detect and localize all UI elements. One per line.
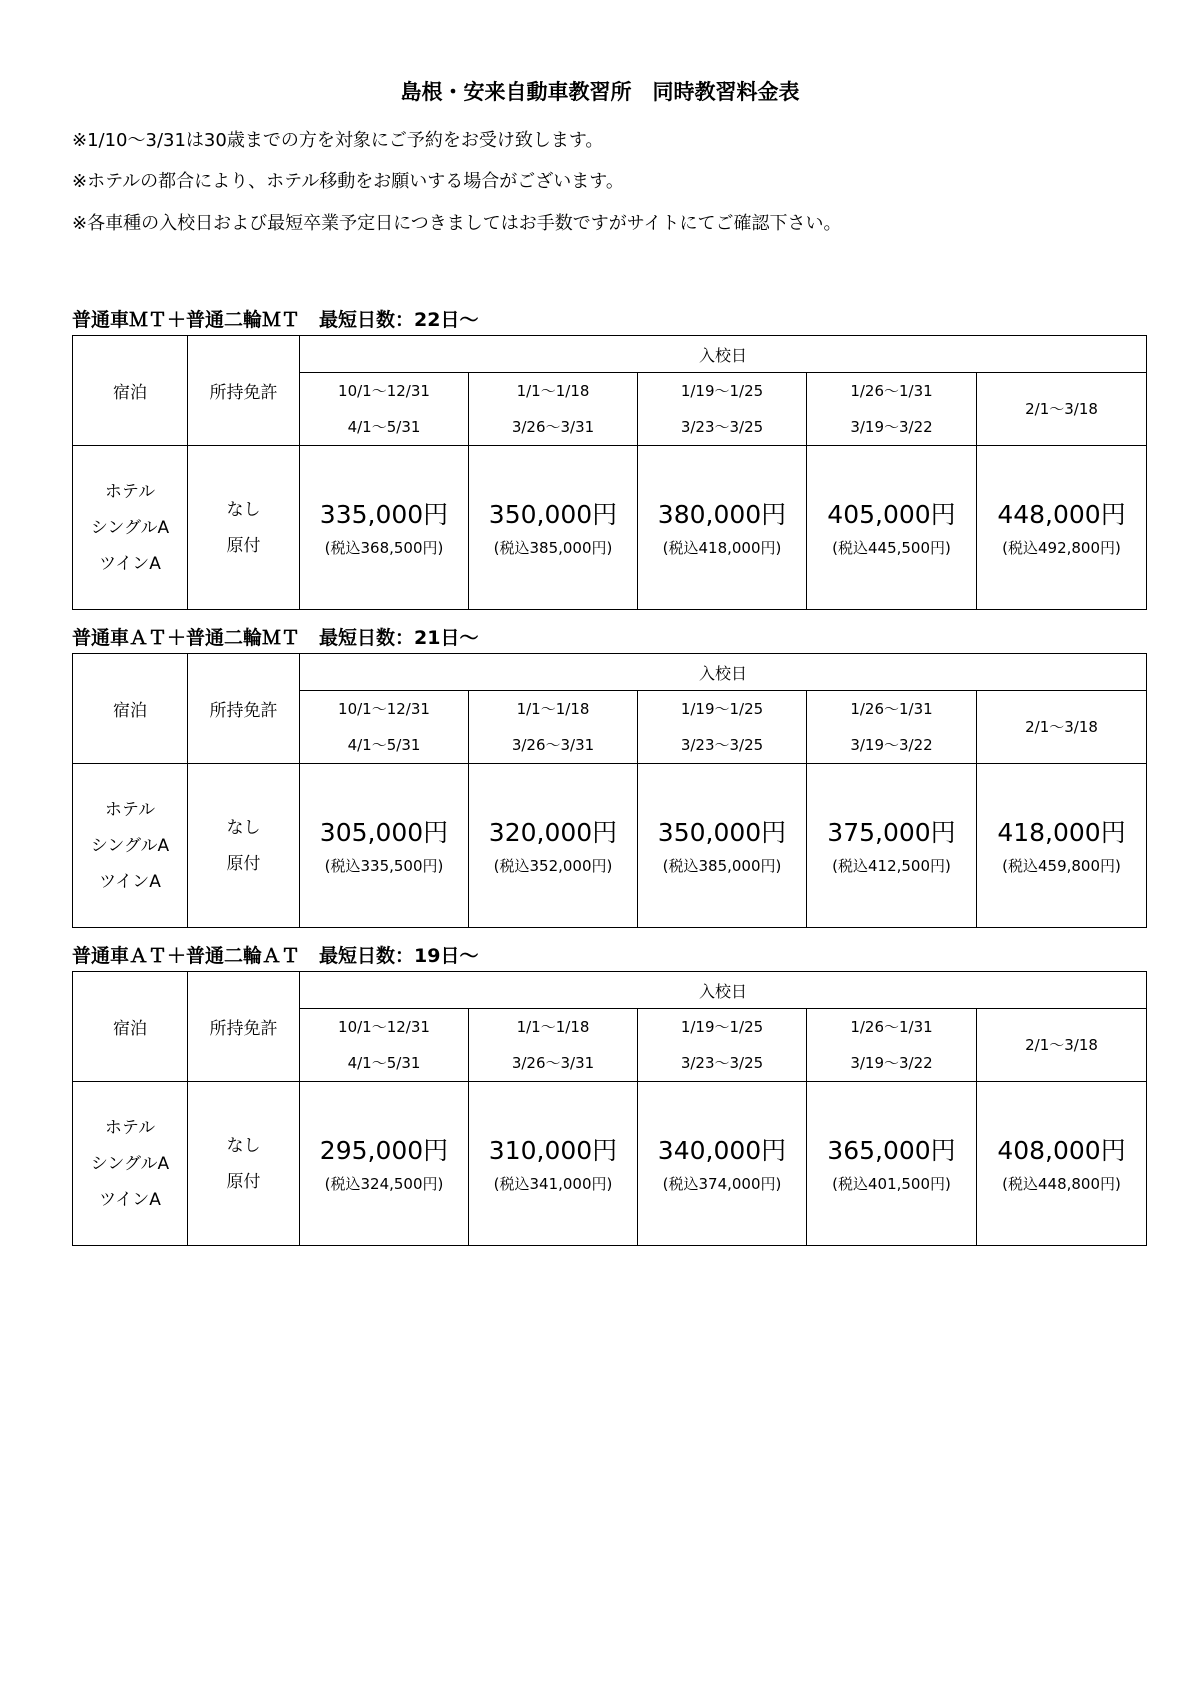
price-amount: 295,000円 xyxy=(319,1135,449,1165)
price-tax-included: (税込448,800円) xyxy=(1002,1174,1121,1193)
price-table xyxy=(72,653,1147,928)
header-entry-date: 入校日 xyxy=(300,336,1147,373)
price-cell xyxy=(638,764,807,928)
period-line2: 3/19～3/22 xyxy=(850,736,933,754)
price-cell xyxy=(469,1082,638,1246)
lodging-single: シングルA xyxy=(90,1153,170,1174)
price-cell xyxy=(300,764,469,928)
price-section xyxy=(72,305,1146,610)
period-cell xyxy=(300,373,469,446)
price-amount: 365,000円 xyxy=(827,1135,956,1165)
price-cell xyxy=(300,446,469,610)
period-cell xyxy=(300,1009,469,1082)
price-tax-included: (税込459,800円) xyxy=(1002,856,1121,875)
period-cell xyxy=(977,691,1147,764)
lodging-twin: ツインA xyxy=(99,553,161,574)
price-tax-included: (税込412,500円) xyxy=(832,856,951,875)
period-line2: 4/1～5/31 xyxy=(347,736,421,754)
header-lodging: 宿泊 xyxy=(73,336,188,446)
price-amount: 405,000円 xyxy=(827,499,956,529)
price-amount: 408,000円 xyxy=(997,1135,1126,1165)
header-entry-date: 入校日 xyxy=(300,654,1147,691)
price-cell xyxy=(977,764,1147,928)
period-cell xyxy=(469,691,638,764)
price-amount: 340,000円 xyxy=(657,1135,787,1165)
lodging-cell xyxy=(73,1082,188,1246)
price-amount: 418,000円 xyxy=(997,817,1126,847)
header-license: 所持免許 xyxy=(188,336,300,446)
price-cell xyxy=(807,446,977,610)
period-cell xyxy=(807,691,977,764)
period-line1: 1/19～1/25 xyxy=(680,382,764,400)
price-amount: 320,000円 xyxy=(488,817,618,847)
period-line1: 1/1～1/18 xyxy=(516,1018,590,1036)
price-amount: 305,000円 xyxy=(319,817,449,847)
price-cell xyxy=(469,764,638,928)
period-cell xyxy=(469,373,638,446)
period-line2: 3/19～3/22 xyxy=(850,418,933,436)
license-cell xyxy=(188,764,300,928)
period-line1: 1/1～1/18 xyxy=(516,700,590,718)
lodging-twin: ツインA xyxy=(99,871,161,892)
price-amount: 380,000円 xyxy=(657,499,787,529)
price-tax-included: (税込341,000円) xyxy=(493,1174,613,1193)
price-amount: 350,000円 xyxy=(657,817,787,847)
price-cell xyxy=(977,1082,1147,1246)
license-cell xyxy=(188,1082,300,1246)
price-tax-included: (税込385,000円) xyxy=(493,538,613,557)
period-cell xyxy=(469,1009,638,1082)
price-amount: 448,000円 xyxy=(997,499,1126,529)
header-license: 所持免許 xyxy=(188,972,300,1082)
price-tax-included: (税込418,000円) xyxy=(662,538,782,557)
lodging-hotel: ホテル xyxy=(104,799,156,820)
license-cell xyxy=(188,446,300,610)
price-tax-included: (税込352,000円) xyxy=(493,856,613,875)
price-tax-included: (税込385,000円) xyxy=(662,856,782,875)
lodging-single: シングルA xyxy=(90,517,170,538)
license-none: なし xyxy=(226,499,261,520)
period-line2: 3/26～3/31 xyxy=(511,1054,595,1072)
note-age-restriction: ※1/10～3/31は30歳までの方を対象にご予約をお受け致します。 xyxy=(72,130,604,151)
period-line1: 10/1～12/31 xyxy=(338,1018,430,1036)
lodging-hotel: ホテル xyxy=(104,1117,156,1138)
price-amount: 335,000円 xyxy=(319,499,449,529)
license-moped: 原付 xyxy=(226,535,261,556)
period-line1: 10/1～12/31 xyxy=(338,700,430,718)
period-line2: 3/26～3/31 xyxy=(511,418,595,436)
price-tax-included: (税込401,500円) xyxy=(832,1174,951,1193)
section-title: 普通車ＭＴ＋普通二輪ＭＴ 最短日数：22日～ xyxy=(72,309,479,331)
period-cell xyxy=(638,691,807,764)
license-moped: 原付 xyxy=(226,853,261,874)
period-line1: 1/26～1/31 xyxy=(850,382,933,400)
price-amount: 375,000円 xyxy=(827,817,956,847)
period-line1: 1/19～1/25 xyxy=(680,1018,764,1036)
price-cell xyxy=(300,1082,469,1246)
period-cell xyxy=(638,373,807,446)
period-cell xyxy=(977,1009,1147,1082)
page-title: 島根・安来自動車教習所 同時教習料金表 xyxy=(400,80,800,104)
period-line1: 1/26～1/31 xyxy=(850,700,933,718)
price-amount: 310,000円 xyxy=(488,1135,618,1165)
lodging-hotel: ホテル xyxy=(104,481,156,502)
price-cell xyxy=(469,446,638,610)
period-line2: 3/19～3/22 xyxy=(850,1054,933,1072)
lodging-cell xyxy=(73,446,188,610)
price-tax-included: (税込368,500円) xyxy=(324,538,444,557)
price-cell xyxy=(638,446,807,610)
period-line2: 4/1～5/31 xyxy=(347,1054,421,1072)
price-tax-included: (税込445,500円) xyxy=(832,538,951,557)
price-cell xyxy=(977,446,1147,610)
header-lodging: 宿泊 xyxy=(73,654,188,764)
price-cell xyxy=(807,1082,977,1246)
price-tax-included: (税込492,800円) xyxy=(1002,538,1121,557)
license-none: なし xyxy=(226,1135,261,1156)
period-line2: 3/23～3/25 xyxy=(680,736,764,754)
note-confirm-site: ※各車種の入校日および最短卒業予定日につきましてはお手数ですがサイトにてご確認下さい。 xyxy=(72,213,842,234)
price-cell xyxy=(638,1082,807,1246)
lodging-cell xyxy=(73,764,188,928)
section-title: 普通車ＡＴ＋普通二輪ＭＴ 最短日数：21日～ xyxy=(72,627,479,649)
period-cell xyxy=(807,1009,977,1082)
period-cell xyxy=(300,691,469,764)
price-table xyxy=(72,971,1147,1246)
period-line1: 10/1～12/31 xyxy=(338,382,430,400)
price-cell xyxy=(807,764,977,928)
period-line2: 3/23～3/25 xyxy=(680,1054,764,1072)
note-hotel-move: ※ホテルの都合により、ホテル移動をお願いする場合がございます。 xyxy=(72,171,624,192)
lodging-single: シングルA xyxy=(90,835,170,856)
header-license: 所持免許 xyxy=(188,654,300,764)
period-line1: 2/1～3/18 xyxy=(1025,718,1098,736)
period-line2: 4/1～5/31 xyxy=(347,418,421,436)
price-tax-included: (税込324,500円) xyxy=(324,1174,444,1193)
section-title: 普通車ＡＴ＋普通二輪ＡＴ 最短日数：19日～ xyxy=(72,945,479,967)
period-line1: 1/1～1/18 xyxy=(516,382,590,400)
license-none: なし xyxy=(226,817,261,838)
period-line1: 1/26～1/31 xyxy=(850,1018,933,1036)
lodging-twin: ツインA xyxy=(99,1189,161,1210)
price-tax-included: (税込374,000円) xyxy=(662,1174,782,1193)
license-moped: 原付 xyxy=(226,1171,261,1192)
period-line1: 2/1～3/18 xyxy=(1025,400,1098,418)
period-cell xyxy=(977,373,1147,446)
price-amount: 350,000円 xyxy=(488,499,618,529)
period-line1: 1/19～1/25 xyxy=(680,700,764,718)
header-lodging: 宿泊 xyxy=(73,972,188,1082)
period-line2: 3/26～3/31 xyxy=(511,736,595,754)
price-table xyxy=(72,335,1147,610)
price-section xyxy=(72,623,1146,928)
period-cell xyxy=(638,1009,807,1082)
price-tax-included: (税込335,500円) xyxy=(324,856,444,875)
header-entry-date: 入校日 xyxy=(300,972,1147,1009)
period-line1: 2/1～3/18 xyxy=(1025,1036,1098,1054)
price-section xyxy=(72,941,1146,1246)
period-cell xyxy=(807,373,977,446)
period-line2: 3/23～3/25 xyxy=(680,418,764,436)
